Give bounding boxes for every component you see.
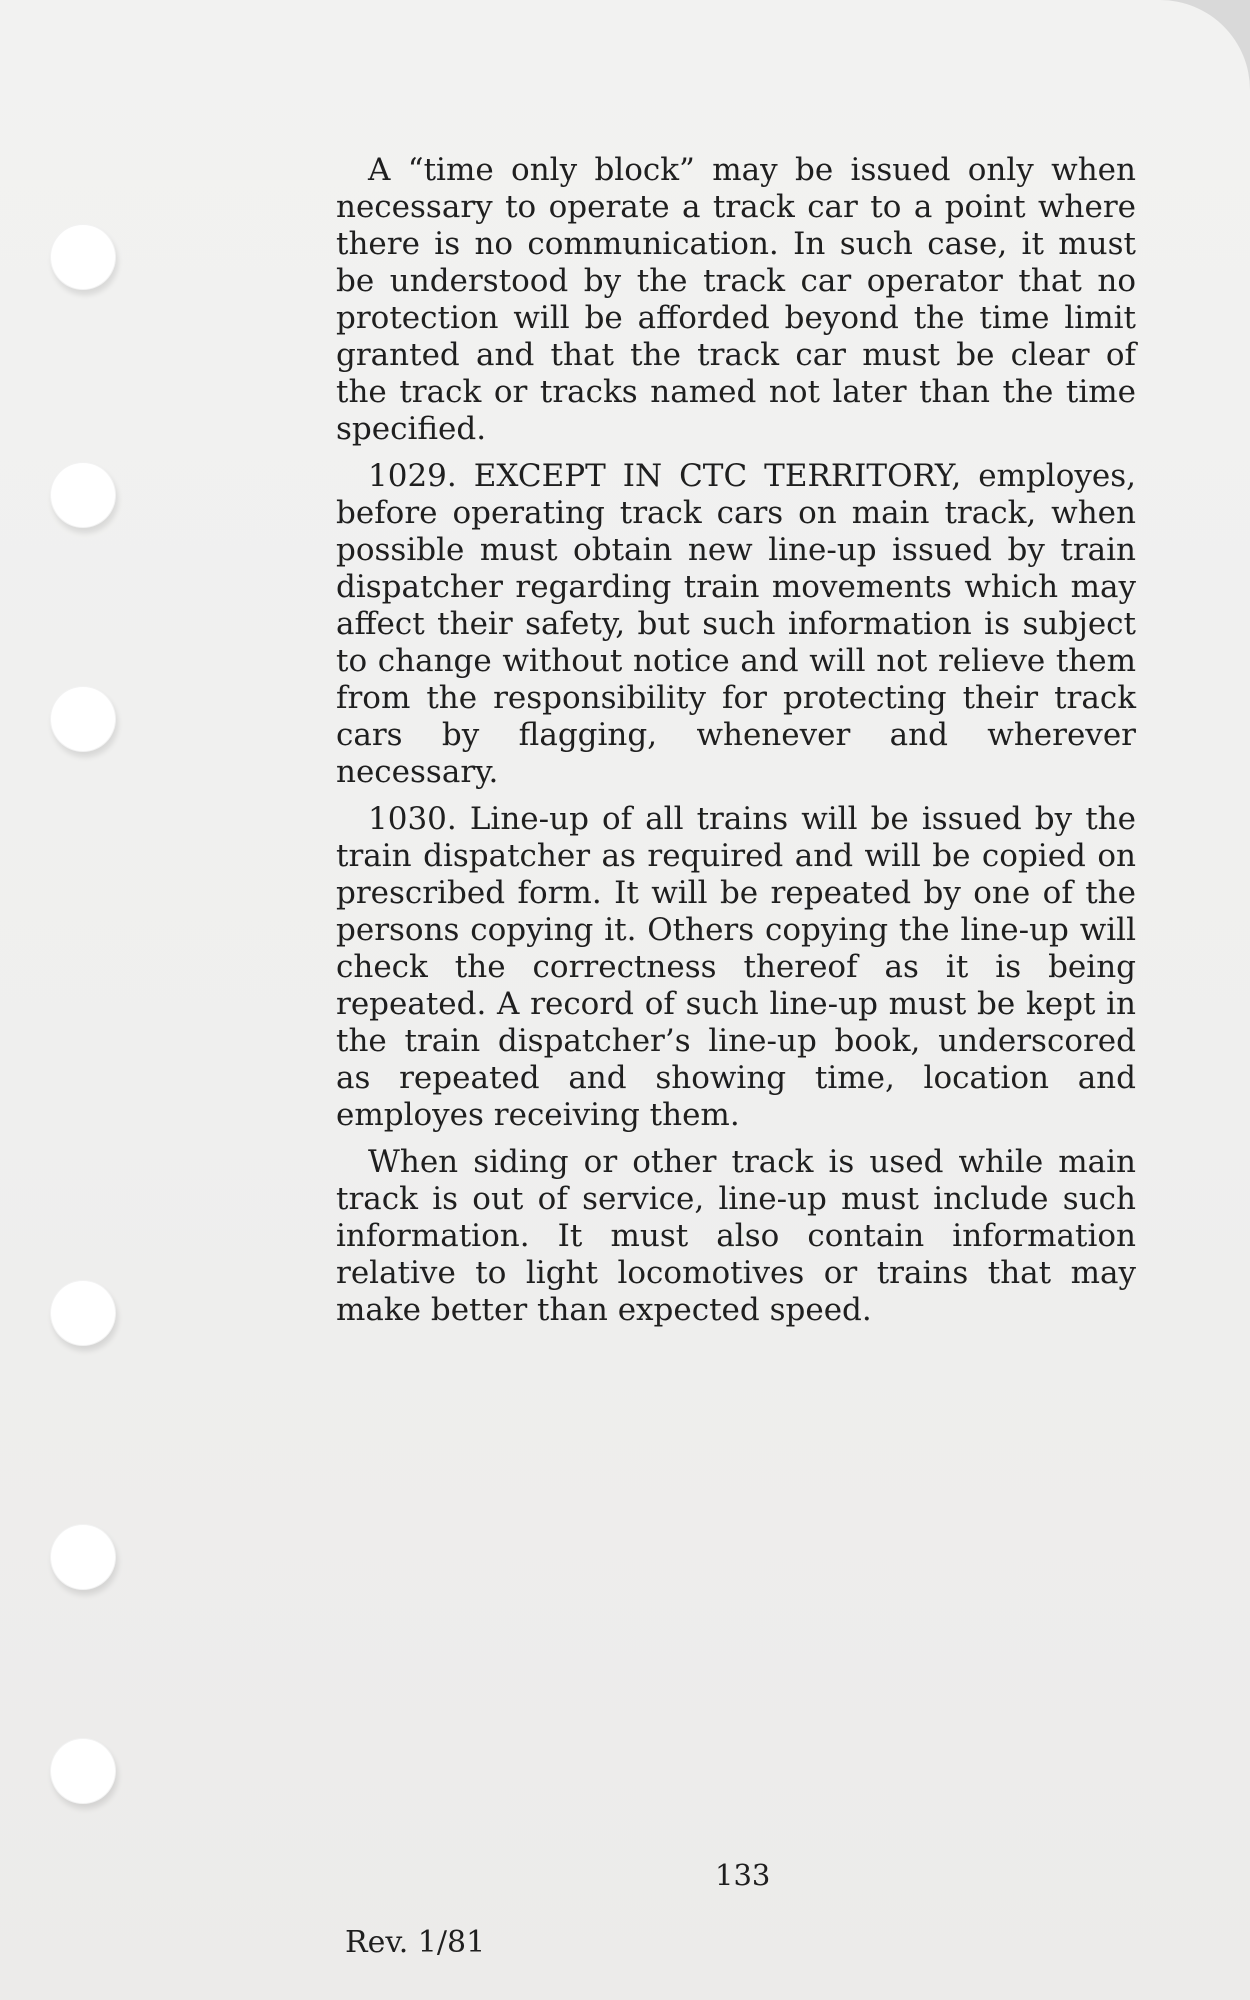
paragraph-time-only-block: A “time only block” may be issued only when necessary to operate a track car to a point where there is no communication. In such case, it must be understood by the track car operator that no protection will be afforded beyond the time limit granted and that the track car must be clear of the track or tracks named not later than the time specified.: [336, 152, 1136, 447]
paragraph-rule-1029: 1029. EXCEPT IN CTC TERRITORY, employes, before operating track cars on main track, when possible must obtain new line-up issued by train dispatcher regarding train movements which may affect their safety, but such information is subject to change without notice and will not relieve them from the responsibility for protecting their track cars by flagging, whenever and wherever necessary.: [336, 458, 1136, 790]
binder-hole-5: [50, 1524, 116, 1590]
binder-hole-2: [50, 462, 116, 528]
rules-text: [336, 152, 1136, 1339]
binder-hole-1: [50, 224, 116, 290]
binder-hole-3: [50, 686, 116, 752]
revision-note: Rev. 1/81: [345, 1925, 486, 1960]
page-number: 133: [715, 1858, 771, 1892]
binder-hole-6: [50, 1738, 116, 1804]
binder-hole-4: [50, 1280, 116, 1346]
paragraph-siding-line-up: When siding or other track is used while main track is out of service, line-up must include such information. It must also contain information relative to light locomotives or trains that may make better than expected speed.: [336, 1144, 1136, 1328]
paragraph-rule-1030: 1030. Line-up of all trains will be issued by the train dispatcher as required and will be copied on prescribed form. It will be repeated by one of the persons copying it. Others copying the line-up will check the correctness thereof as it is being repeated. A record of such line-up must be kept in the train dispatcher’s line-up book, underscored as repeated and showing time, location and employes receiving them.: [336, 801, 1136, 1133]
